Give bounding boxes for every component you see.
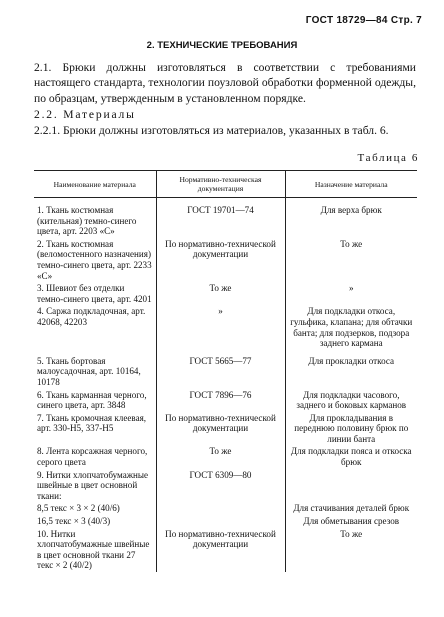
cell-documentation: ГОСТ 7896—76: [156, 389, 285, 412]
cell-purpose: Для верха брюк: [285, 198, 417, 238]
cell-material: 3. Шевиот без отделки темно-синего цвета, арт. 4201: [37, 283, 152, 304]
cell-material: 2. Ткань костюмная (веломостенного назначения) темно-синего цвета, арт. 2233 «С»: [37, 238, 152, 281]
section-title: 2. ТЕХНИЧЕСКИЕ ТРЕБОВАНИЯ: [146, 40, 298, 51]
table-row: [34, 198, 417, 238]
cell-documentation: По нормативно-технической документации: [156, 528, 285, 572]
cell-purpose: То же: [285, 238, 417, 282]
table-caption: Таблица 6: [357, 152, 419, 164]
cell-material: 8,5 текс × 3 × 2 (40/6): [37, 503, 120, 514]
header-material-name: Наименование материала: [34, 171, 156, 198]
table-row: [34, 412, 417, 446]
cell-documentation: [156, 502, 285, 515]
cell-purpose: Для стачивания деталей брюк: [285, 502, 417, 515]
materials-table: [34, 170, 417, 572]
cell-purpose: [285, 469, 417, 503]
cell-documentation: По нормативно-технической документации: [156, 412, 285, 446]
cell-documentation: »: [156, 305, 285, 349]
table-row: [34, 528, 417, 572]
cell-documentation: [156, 515, 285, 528]
cell-purpose: Для обметывания срезов: [285, 515, 417, 528]
cell-material: 1. Ткань костюмная (кительная) темно-синего цвета, арт. 2203 «С»: [37, 205, 137, 237]
table-row: [34, 515, 417, 528]
cell-purpose: Для прокладки откоса: [285, 350, 417, 389]
paragraph-2-2: 2.2. Материалы: [34, 108, 136, 121]
cell-purpose: Для подкладки часового, заднего и боковых карманов: [285, 389, 417, 412]
table-row: [34, 469, 417, 503]
table-header-row: [34, 171, 417, 198]
cell-material: 5. Ткань бортовая малоусадочная, арт. 10164, 10178: [37, 355, 141, 387]
cell-material: 10. Нитки хлопчатобумажные швейные в цвет основной ткани 27 текс × 2 (40/2): [37, 528, 150, 571]
cell-purpose: Для подкладки откоса, гульфика, клапана; для обтачки банта; для подзерков, подзора заднего кармана: [285, 305, 417, 349]
cell-documentation: То же: [156, 282, 285, 305]
table-row: [34, 389, 417, 412]
header-purpose: Назначение материала: [285, 171, 417, 198]
table-row: [34, 305, 417, 349]
cell-material: 6. Ткань карманная черного, синего цвета, арт. 3848: [37, 389, 147, 411]
cell-material: 16,5 текс × 3 (40/3): [37, 516, 111, 527]
cell-material: 9. Нитки хлопчатобумажные швейные в цвет основной ткани:: [37, 469, 149, 501]
cell-material: 8. Лента корсажная черного, серого цвета: [37, 446, 148, 468]
cell-documentation: То же: [156, 445, 285, 468]
cell-purpose: Для прокладывания в переднюю половину брюк по линии банта: [285, 412, 417, 446]
table-row: [34, 282, 417, 305]
cell-documentation: ГОСТ 6309—80: [156, 469, 285, 503]
table-row: [34, 238, 417, 282]
header-documentation: Нормативно-техническая документация: [156, 171, 285, 198]
cell-purpose: »: [285, 282, 417, 305]
cell-documentation: ГОСТ 5665—77: [156, 350, 285, 389]
cell-documentation: По нормативно-технической документации: [156, 238, 285, 282]
table-row: [34, 350, 417, 389]
paragraph-2-1: 2.1. Брюки должны изготовляться в соответствии с требованиями настоящего стандарта, технологии поузловой обработки форменной одежды, по образцам, утвержденным в установленном порядке.: [34, 61, 416, 105]
cell-purpose: То же: [285, 528, 417, 572]
table-row: [34, 502, 417, 515]
cell-material: 7. Ткань кромочная клеевая, арт. 330-Н5, 337-Н5: [37, 412, 147, 434]
cell-purpose: Для подкладки пояса и откоска брюк: [285, 445, 417, 468]
page-header: ГОСТ 18729—84 Стр. 7: [305, 15, 422, 26]
paragraph-2-2-1: 2.2.1. Брюки должны изготовляться из материалов, указанных в табл. 6.: [34, 124, 389, 137]
cell-material: 4. Саржа подкладочная, арт. 42068, 42203: [37, 306, 146, 327]
cell-documentation: ГОСТ 19701—74: [156, 198, 285, 238]
table-row: [34, 445, 417, 468]
